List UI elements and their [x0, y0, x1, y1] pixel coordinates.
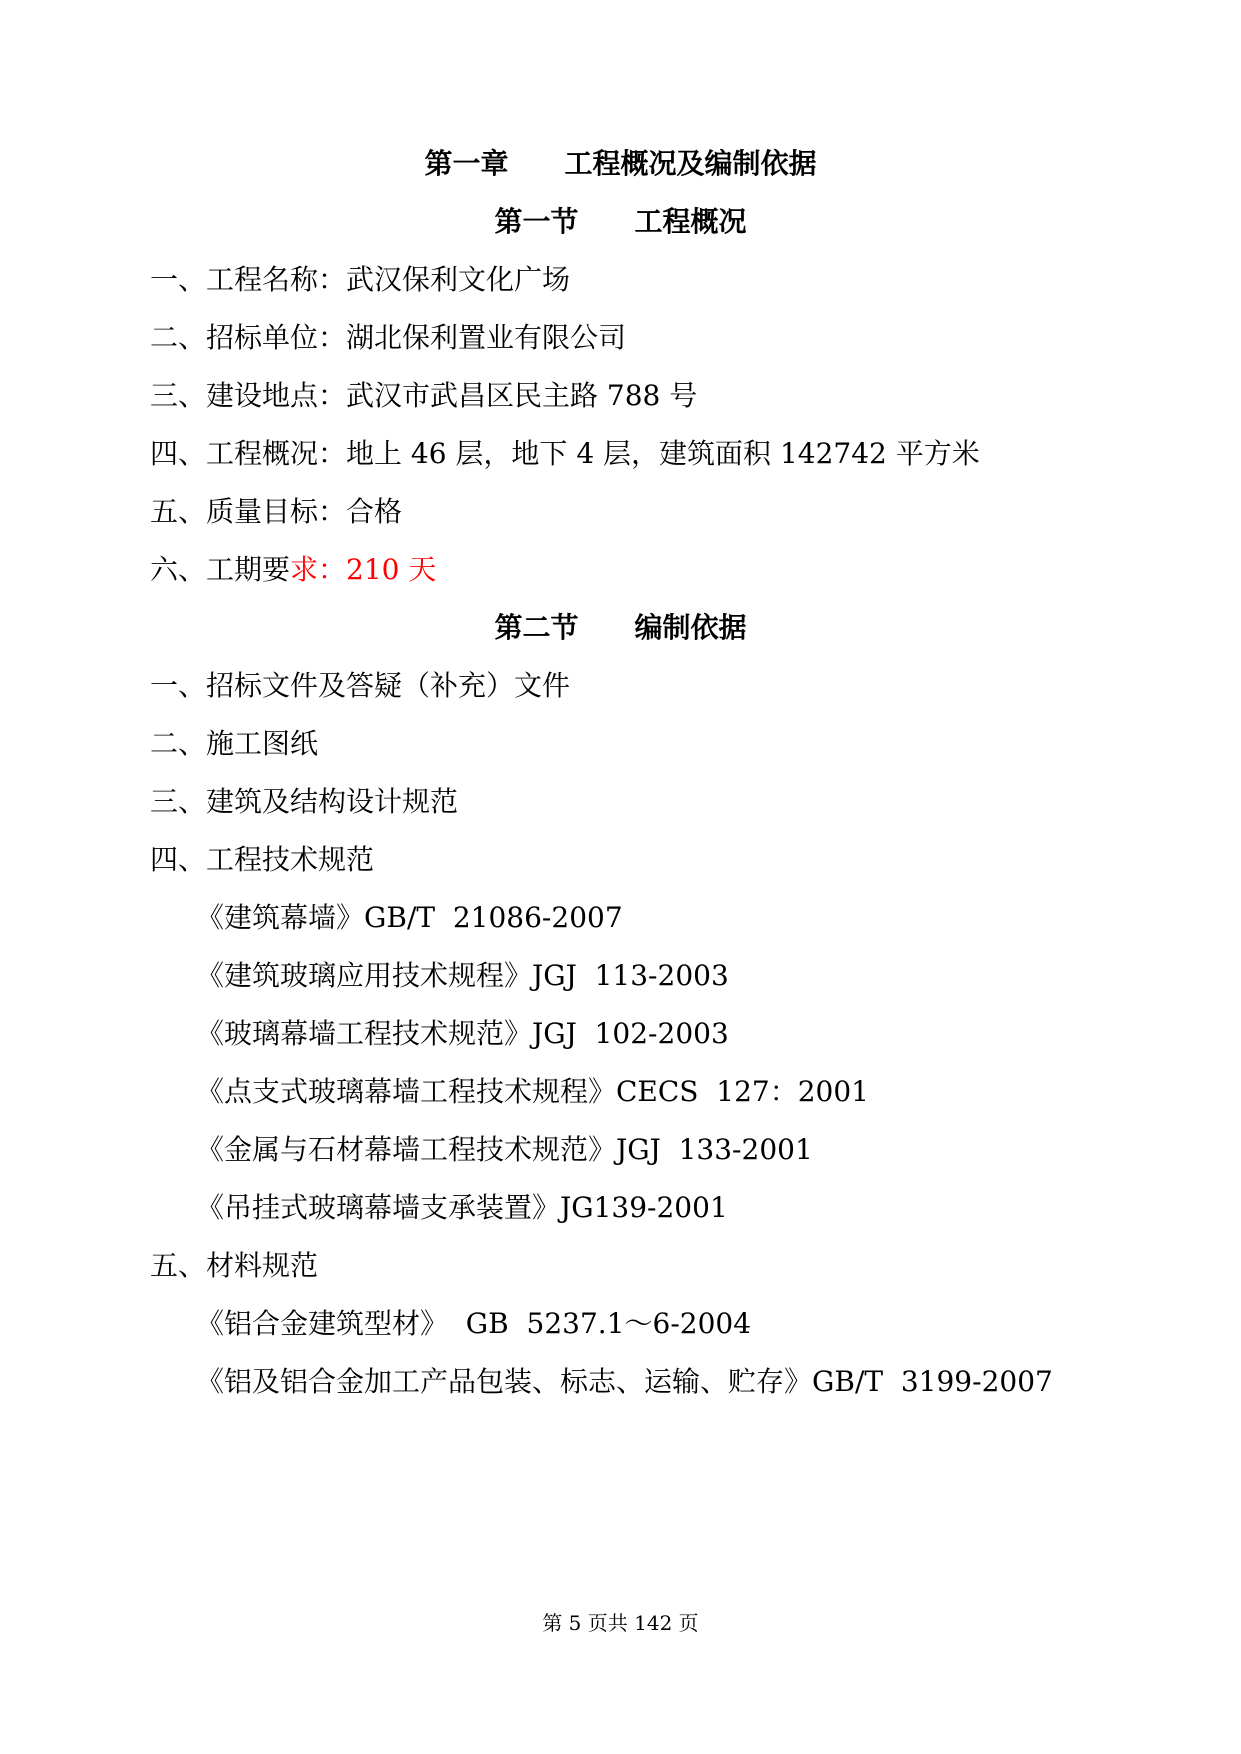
basis-item-material-codes: 五、材料规范 [150, 1249, 319, 1282]
tech-standard-item: 《建筑幕墙》GB/T 21086-2007 [196, 901, 623, 934]
material-standard-item: 《铝合金建筑型材》 GB 5237.1～6-2004 [196, 1307, 752, 1340]
page-footer: 第 5 页共 142 页 [542, 1611, 699, 1635]
tech-standard-item: 《金属与石材幕墙工程技术规范》JGJ 133-2001 [196, 1133, 813, 1166]
overview-item-summary: 四、工程概况：地上 46 层，地下 4 层，建筑面积 142742 平方米 [150, 437, 980, 470]
tech-standard-item: 《玻璃幕墙工程技术规范》JGJ 102-2003 [196, 1017, 729, 1050]
basis-item-tender-docs: 一、招标文件及答疑（补充）文件 [150, 669, 571, 702]
basis-item-design-codes: 三、建筑及结构设计规范 [150, 785, 459, 818]
section-title-basis: 第二节 编制依据 [494, 611, 747, 644]
overview-item-project-name: 一、工程名称：武汉保利文化广场 [150, 263, 571, 296]
basis-item-tech-codes: 四、工程技术规范 [150, 843, 375, 876]
section-title-overview: 第一节 工程概况 [494, 205, 747, 238]
material-standard-item: 《铝及铝合金加工产品包装、标志、运输、贮存》GB/T 3199-2007 [196, 1365, 1053, 1398]
schedule-label: 六、工期要 [150, 553, 291, 586]
overview-item-location: 三、建设地点：武汉市武昌区民主路 788 号 [150, 379, 698, 412]
schedule-value: 求：210 天 [290, 553, 437, 586]
chapter-title: 第一章 工程概况及编制依据 [424, 147, 817, 180]
overview-item-quality: 五、质量目标：合格 [150, 495, 403, 528]
basis-item-drawings: 二、施工图纸 [150, 727, 319, 760]
tech-standard-item: 《点支式玻璃幕墙工程技术规程》CECS 127：2001 [196, 1075, 869, 1108]
tech-standard-item: 《建筑玻璃应用技术规程》JGJ 113-2003 [196, 959, 729, 992]
tech-standard-item: 《吊挂式玻璃幕墙支承装置》JG139-2001 [196, 1191, 728, 1224]
overview-item-schedule [150, 552, 436, 588]
overview-item-bidder: 二、招标单位：湖北保利置业有限公司 [150, 321, 627, 354]
